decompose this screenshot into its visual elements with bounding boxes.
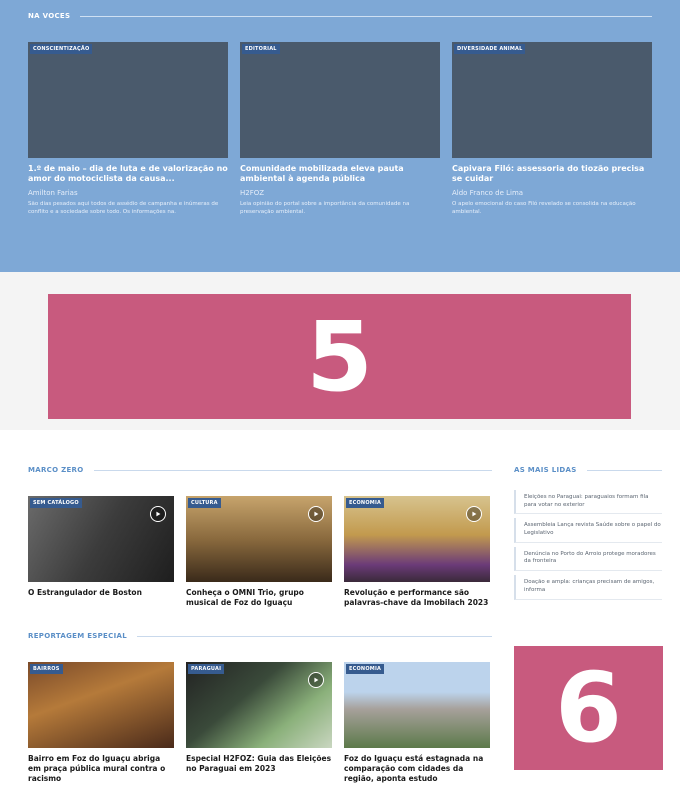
marco-zero-heading[interactable]: MARCO ZERO xyxy=(28,466,84,474)
video-card[interactable] xyxy=(186,496,332,608)
reportagem-heading[interactable]: REPORTAGEM ESPECIAL xyxy=(28,632,127,640)
card-author[interactable]: Aldo Franco de Lima xyxy=(452,188,524,197)
section-divider xyxy=(137,636,492,637)
report-card[interactable] xyxy=(28,662,174,783)
section-divider xyxy=(587,470,662,471)
report-card[interactable] xyxy=(344,662,490,783)
category-tag[interactable]: CULTURA xyxy=(188,498,221,508)
video-card[interactable] xyxy=(344,496,490,608)
section-divider xyxy=(94,470,493,471)
card-author[interactable]: Amilton Farias xyxy=(28,188,78,197)
ad-slot-number: 5 xyxy=(306,300,373,413)
voices-section xyxy=(0,0,680,272)
card-title[interactable]: 1.º de maio – dia de luta e de valorização no amor do motociclista da causa... xyxy=(28,164,228,184)
video-card[interactable] xyxy=(28,496,174,598)
card-title[interactable]: Comunidade mobilizada eleva pauta ambiental à agenda pública xyxy=(240,164,404,184)
card-image[interactable] xyxy=(452,42,652,158)
card-excerpt: O apelo emocional do caso Filó revelado se consolida na educação ambiental. xyxy=(452,200,636,215)
report-card[interactable] xyxy=(186,662,332,774)
voices-card[interactable] xyxy=(28,42,228,217)
category-tag[interactable]: CONSCIENTIZAÇÃO xyxy=(30,44,92,54)
category-tag[interactable]: ECONOMIA xyxy=(346,498,384,508)
voices-heading: NA VOCES xyxy=(28,12,71,20)
mais-lidas-heading: AS MAIS LIDAS xyxy=(514,466,577,474)
card-title[interactable]: Foz do Iguaçu está estagnada na comparação com cidades da região, aponta estudo xyxy=(344,754,484,783)
category-tag[interactable]: BAIRROS xyxy=(30,664,63,674)
list-item[interactable]: Denúncia no Porto do Arroio protege moradores da fronteira xyxy=(514,547,662,571)
category-tag[interactable]: DIVERSIDADE ANIMAL xyxy=(454,44,525,54)
card-title[interactable]: Revolução e performance são palavras-chave da Imobilach 2023 xyxy=(344,588,489,607)
card-image[interactable] xyxy=(344,662,490,748)
card-image[interactable] xyxy=(344,496,490,582)
list-item[interactable]: Assembleia Lança revista Saúde sobre o papel do Legislativo xyxy=(514,518,662,542)
list-item[interactable]: Eleições no Paraguai: paraguaios formam fila para votar no exterior xyxy=(514,490,662,514)
category-tag[interactable]: EDITORIAL xyxy=(242,44,280,54)
category-tag[interactable]: ECONOMIA xyxy=(346,664,384,674)
mais-lidas-list xyxy=(514,490,662,604)
reportagem-header xyxy=(28,632,492,640)
voices-header xyxy=(28,12,652,20)
ad-slot-6 xyxy=(514,646,663,770)
section-divider xyxy=(80,16,652,17)
card-author[interactable]: H2FOZ xyxy=(240,188,265,197)
ad-slot-5 xyxy=(48,294,631,419)
mais-lidas-header xyxy=(514,466,662,474)
play-icon[interactable] xyxy=(308,672,324,688)
ad-slot-number: 6 xyxy=(555,652,622,764)
card-title[interactable]: Especial H2FOZ: Guia das Eleições no Paraguai em 2023 xyxy=(186,754,332,773)
card-title[interactable]: O Estrangulador de Boston xyxy=(28,588,142,597)
card-excerpt: Leia opinião do portal sobre a importância da comunidade na preservação ambiental. xyxy=(240,200,410,215)
card-image[interactable] xyxy=(186,662,332,748)
card-image[interactable] xyxy=(28,42,228,158)
card-title[interactable]: Bairro em Foz do Iguaçu abriga em praça pública mural contra o racismo xyxy=(28,754,166,783)
play-icon[interactable] xyxy=(308,506,324,522)
list-item[interactable]: Doação e ampla: crianças precisam de amigos, informa xyxy=(514,575,662,599)
voices-card[interactable] xyxy=(240,42,440,217)
voices-card[interactable] xyxy=(452,42,652,217)
card-excerpt: São dias pesados aqui todos de assédio de campanha e inúmeras de conflito e a sociedade sobre todo. Os informações na. xyxy=(28,200,219,215)
card-image[interactable] xyxy=(240,42,440,158)
category-tag[interactable]: SEM CATÁLOGO xyxy=(30,498,82,508)
play-icon[interactable] xyxy=(150,506,166,522)
card-image[interactable] xyxy=(186,496,332,582)
card-title[interactable]: Conheça o OMNI Trio, grupo musical de Foz do Iguaçu xyxy=(186,588,304,607)
card-image[interactable] xyxy=(28,496,174,582)
card-image[interactable] xyxy=(28,662,174,748)
card-title[interactable]: Capivara Filó: assessoria do tiozão precisa se cuidar xyxy=(452,164,645,184)
category-tag[interactable]: PARAGUAI xyxy=(188,664,224,674)
marco-zero-header xyxy=(28,466,492,474)
play-icon[interactable] xyxy=(466,506,482,522)
